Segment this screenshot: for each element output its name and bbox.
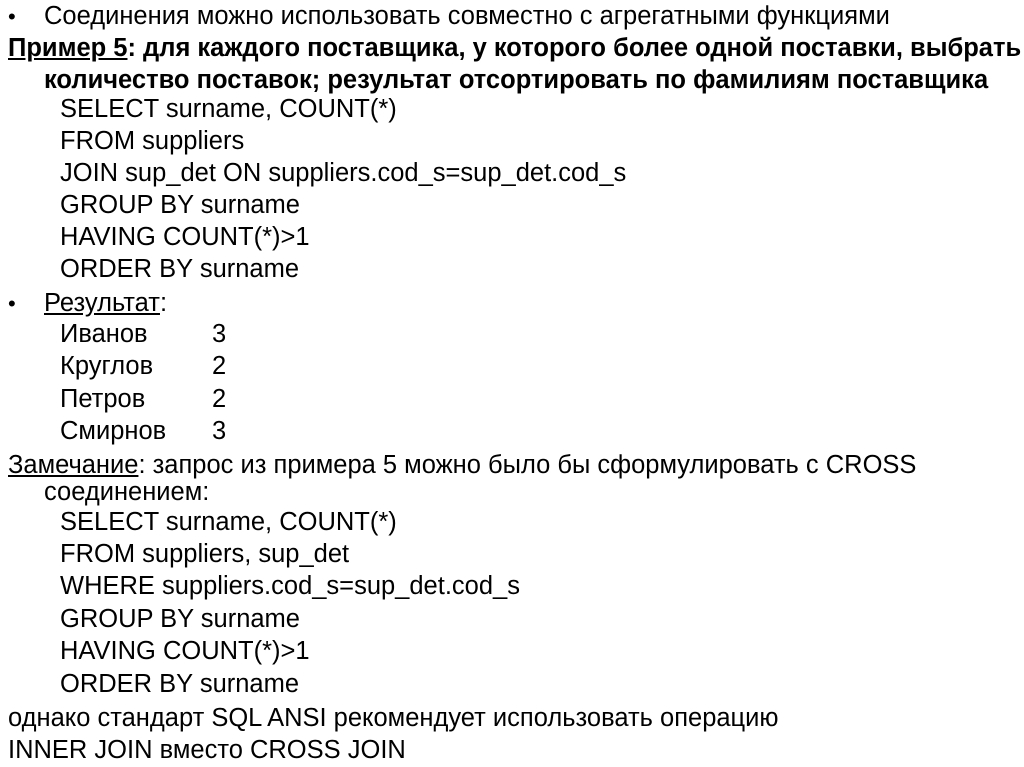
intro-line [8,0,890,32]
remark-text-2: соединением: [44,478,210,506]
query2-line: GROUP BY surname [60,605,300,633]
result-row [60,318,260,350]
bullet-icon: • [8,4,16,29]
query2-line: SELECT surname, COUNT(*) [60,508,397,536]
query2-line: FROM suppliers, sup_det [60,540,350,568]
remark-text-1: : запрос из примера 5 можно было бы сформулировать с CROSS [138,451,917,479]
result-count: 3 [212,320,227,348]
result-row [60,350,260,382]
result-row [60,415,260,447]
result-surname: Иванов [60,320,148,348]
result-count: 2 [212,352,227,380]
remark-label: Замечание [8,451,139,479]
query1-line: ORDER BY surname [60,255,300,283]
query2-line: WHERE suppliers.cod_s=sup_det.cod_s [60,572,520,600]
query1-line: HAVING COUNT(*)>1 [60,223,310,251]
result-colon: : [159,289,168,317]
result-surname: Круглов [60,352,154,380]
result-line [8,287,167,319]
result-count: 2 [212,385,227,413]
remark-line-2 [44,476,209,508]
result-surname: Петров [60,385,146,413]
query1-line: FROM suppliers [60,127,245,155]
example-label: Пример 5 [8,34,128,62]
query1-line: SELECT surname, COUNT(*) [60,95,397,123]
bullet-icon: • [8,291,16,316]
result-count: 3 [212,417,227,445]
example-text-1: : для каждого поставщика, у которого более одной поставки, выбрать [127,34,1022,62]
conclusion-line-1: однако стандарт SQL ANSI рекомендует использовать операцию [8,704,779,732]
result-row [60,383,260,415]
example-line-2 [44,64,988,96]
result-surname: Смирнов [60,417,167,445]
result-label: Результат [44,289,160,317]
example-text-2: количество поставок; результат отсортировать по фамилиям поставщика [44,66,989,94]
query1-line: JOIN sup_det ON suppliers.cod_s=sup_det.cod_s [60,159,627,187]
conclusion-line-2: INNER JOIN вместо CROSS JOIN [8,736,406,764]
intro-text: Соединения можно использовать совместно с агрегатными функциями [44,2,890,30]
query2-line: ORDER BY surname [60,670,300,698]
query2-line: HAVING COUNT(*)>1 [60,637,310,665]
example-line-1 [8,32,1021,64]
query1-line: GROUP BY surname [60,191,300,219]
